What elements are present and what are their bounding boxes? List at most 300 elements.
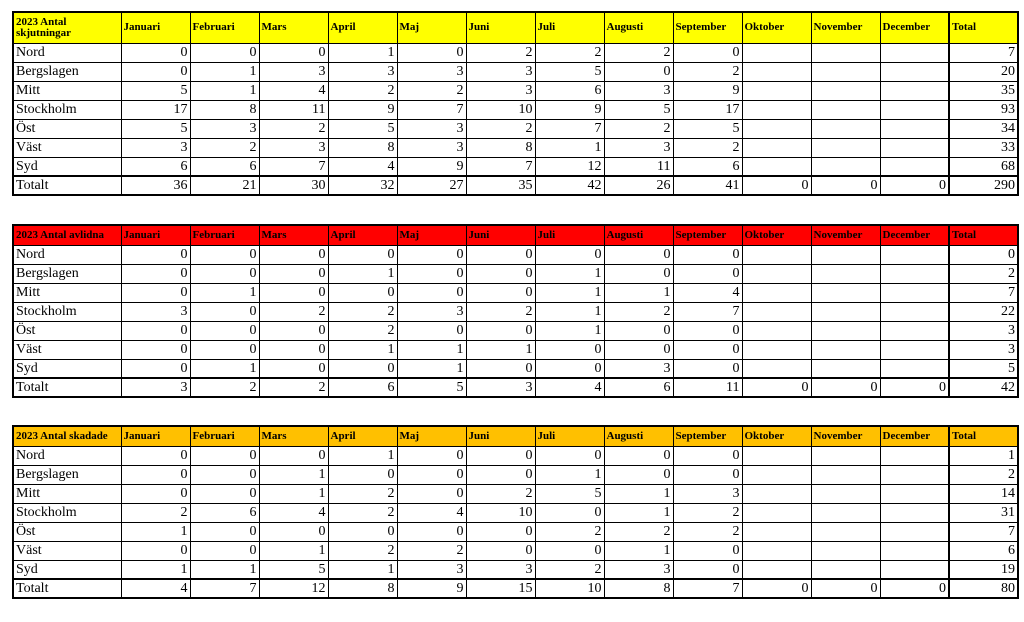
value-cell [811, 264, 880, 283]
region-label: Bergslagen [13, 62, 121, 81]
value-cell: 0 [190, 446, 259, 465]
value-cell: 1 [190, 283, 259, 302]
value-cell [742, 446, 811, 465]
column-header-mars: Mars [259, 426, 328, 446]
value-cell [811, 100, 880, 119]
value-cell: 1 [190, 359, 259, 378]
value-cell: 6 [121, 157, 190, 176]
total-row [13, 176, 1018, 195]
value-cell: 2 [604, 302, 673, 321]
column-header-januari: Januari [121, 12, 190, 43]
column-header-april: April [328, 426, 397, 446]
value-cell [880, 522, 949, 541]
total-cell: 0 [742, 378, 811, 397]
value-cell: 0 [190, 264, 259, 283]
value-cell: 3 [259, 138, 328, 157]
total-cell: 8 [328, 579, 397, 598]
value-cell: 0 [328, 359, 397, 378]
region-label: Mitt [13, 283, 121, 302]
value-cell: 0 [190, 321, 259, 340]
value-cell: 0 [121, 283, 190, 302]
value-cell [742, 340, 811, 359]
region-label: Bergslagen [13, 465, 121, 484]
value-cell: 4 [673, 283, 742, 302]
value-cell: 0 [328, 522, 397, 541]
value-cell: 31 [949, 503, 1018, 522]
value-cell: 1 [121, 560, 190, 579]
value-cell: 0 [604, 340, 673, 359]
value-cell: 5 [949, 359, 1018, 378]
value-cell [880, 157, 949, 176]
table-row [13, 522, 1018, 541]
total-cell: 7 [190, 579, 259, 598]
table-row [13, 81, 1018, 100]
value-cell [742, 541, 811, 560]
value-cell [811, 446, 880, 465]
total-cell: 0 [811, 176, 880, 195]
value-cell: 7 [259, 157, 328, 176]
total-cell: 21 [190, 176, 259, 195]
value-cell: 0 [121, 264, 190, 283]
total-cell: 11 [673, 378, 742, 397]
value-cell: 2 [121, 503, 190, 522]
region-label: Stockholm [13, 100, 121, 119]
column-header-april: April [328, 225, 397, 245]
total-cell: 0 [811, 378, 880, 397]
value-cell: 4 [259, 81, 328, 100]
total-cell: 290 [949, 176, 1018, 195]
region-label: Väst [13, 138, 121, 157]
total-cell: 0 [880, 176, 949, 195]
value-cell: 0 [604, 264, 673, 283]
total-cell: 6 [604, 378, 673, 397]
value-cell [742, 119, 811, 138]
value-cell [880, 465, 949, 484]
column-header-maj: Maj [397, 426, 466, 446]
value-cell: 1 [328, 340, 397, 359]
value-cell [811, 81, 880, 100]
value-cell: 0 [397, 43, 466, 62]
value-cell: 2 [673, 522, 742, 541]
value-cell: 0 [190, 245, 259, 264]
value-cell: 1 [328, 446, 397, 465]
table-row [13, 503, 1018, 522]
total-cell: 36 [121, 176, 190, 195]
value-cell: 3 [604, 359, 673, 378]
table-row [13, 541, 1018, 560]
table-avlidna [12, 224, 1019, 398]
value-cell: 0 [397, 321, 466, 340]
value-cell: 0 [673, 560, 742, 579]
value-cell: 9 [328, 100, 397, 119]
value-cell: 34 [949, 119, 1018, 138]
value-cell [880, 245, 949, 264]
column-header-total: Total [949, 225, 1018, 245]
value-cell: 0 [121, 245, 190, 264]
column-header-november: November [811, 225, 880, 245]
table-row [13, 138, 1018, 157]
value-cell [742, 100, 811, 119]
value-cell: 2 [328, 503, 397, 522]
value-cell [880, 484, 949, 503]
value-cell [880, 340, 949, 359]
value-cell: 0 [121, 541, 190, 560]
value-cell [880, 264, 949, 283]
value-cell [880, 321, 949, 340]
table-row [13, 100, 1018, 119]
value-cell: 1 [397, 359, 466, 378]
value-cell: 0 [397, 522, 466, 541]
value-cell: 0 [604, 446, 673, 465]
value-cell: 0 [121, 446, 190, 465]
value-cell: 1 [535, 465, 604, 484]
column-header-maj: Maj [397, 225, 466, 245]
value-cell [742, 283, 811, 302]
column-header-oktober: Oktober [742, 12, 811, 43]
value-cell [811, 503, 880, 522]
total-cell: 2 [190, 378, 259, 397]
column-header-total: Total [949, 426, 1018, 446]
value-cell [811, 484, 880, 503]
column-header-augusti: Augusti [604, 225, 673, 245]
value-cell: 6 [949, 541, 1018, 560]
value-cell: 0 [190, 43, 259, 62]
value-cell: 10 [466, 503, 535, 522]
value-cell: 3 [397, 62, 466, 81]
value-cell: 0 [673, 340, 742, 359]
value-cell: 0 [673, 245, 742, 264]
value-cell: 7 [397, 100, 466, 119]
column-header-december: December [880, 12, 949, 43]
value-cell: 5 [673, 119, 742, 138]
value-cell [811, 302, 880, 321]
value-cell [811, 119, 880, 138]
value-cell: 7 [949, 522, 1018, 541]
value-cell: 2 [259, 302, 328, 321]
column-header-maj: Maj [397, 12, 466, 43]
value-cell: 0 [259, 340, 328, 359]
value-cell: 10 [466, 100, 535, 119]
value-cell: 2 [466, 302, 535, 321]
column-header-januari: Januari [121, 225, 190, 245]
value-cell: 3 [190, 119, 259, 138]
value-cell: 11 [604, 157, 673, 176]
value-cell [742, 465, 811, 484]
total-label: Totalt [13, 579, 121, 598]
region-label: Nord [13, 446, 121, 465]
column-header-mars: Mars [259, 12, 328, 43]
value-cell: 0 [121, 43, 190, 62]
value-cell: 2 [259, 119, 328, 138]
region-label: Stockholm [13, 302, 121, 321]
value-cell: 0 [466, 359, 535, 378]
column-header-februari: Februari [190, 426, 259, 446]
total-cell: 0 [811, 579, 880, 598]
column-header-januari: Januari [121, 426, 190, 446]
column-header-december: December [880, 225, 949, 245]
value-cell [811, 157, 880, 176]
total-cell: 0 [880, 378, 949, 397]
value-cell: 3 [949, 321, 1018, 340]
value-cell: 3 [673, 484, 742, 503]
value-cell: 0 [121, 359, 190, 378]
region-label: Mitt [13, 484, 121, 503]
value-cell [742, 522, 811, 541]
value-cell: 5 [328, 119, 397, 138]
total-cell: 15 [466, 579, 535, 598]
value-cell: 1 [535, 283, 604, 302]
value-cell: 3 [397, 302, 466, 321]
column-header-november: November [811, 12, 880, 43]
value-cell: 1 [604, 484, 673, 503]
total-cell: 0 [880, 579, 949, 598]
region-label: Väst [13, 340, 121, 359]
total-label: Totalt [13, 378, 121, 397]
region-label: Öst [13, 321, 121, 340]
value-cell: 1 [604, 503, 673, 522]
value-cell [742, 302, 811, 321]
table-row [13, 484, 1018, 503]
value-cell: 5 [259, 560, 328, 579]
table-row [13, 359, 1018, 378]
value-cell: 4 [397, 503, 466, 522]
value-cell: 0 [535, 245, 604, 264]
value-cell: 0 [604, 321, 673, 340]
value-cell: 0 [328, 465, 397, 484]
value-cell: 7 [466, 157, 535, 176]
value-cell: 17 [121, 100, 190, 119]
value-cell: 0 [259, 264, 328, 283]
value-cell: 0 [259, 245, 328, 264]
header-row [13, 426, 1018, 446]
value-cell: 6 [535, 81, 604, 100]
total-cell: 27 [397, 176, 466, 195]
column-header-september: September [673, 225, 742, 245]
value-cell: 0 [259, 359, 328, 378]
value-cell: 1 [535, 138, 604, 157]
value-cell: 2 [466, 119, 535, 138]
value-cell: 2 [673, 62, 742, 81]
header-row [13, 225, 1018, 245]
value-cell [880, 446, 949, 465]
value-cell: 0 [535, 541, 604, 560]
table-row [13, 157, 1018, 176]
value-cell: 7 [535, 119, 604, 138]
value-cell: 11 [259, 100, 328, 119]
value-cell: 0 [397, 484, 466, 503]
region-label: Syd [13, 359, 121, 378]
value-cell: 6 [190, 157, 259, 176]
value-cell: 19 [949, 560, 1018, 579]
value-cell: 2 [604, 119, 673, 138]
value-cell: 1 [121, 522, 190, 541]
total-row [13, 378, 1018, 397]
value-cell: 1 [604, 283, 673, 302]
value-cell: 5 [121, 81, 190, 100]
value-cell: 3 [121, 302, 190, 321]
value-cell: 3 [397, 119, 466, 138]
value-cell: 2 [397, 541, 466, 560]
value-cell: 0 [673, 465, 742, 484]
value-cell [811, 62, 880, 81]
value-cell [811, 245, 880, 264]
value-cell: 3 [604, 560, 673, 579]
value-cell [811, 283, 880, 302]
total-cell: 80 [949, 579, 1018, 598]
value-cell: 1 [259, 541, 328, 560]
value-cell: 35 [949, 81, 1018, 100]
value-cell: 0 [190, 541, 259, 560]
table-skjutningar [12, 11, 1019, 196]
value-cell: 0 [466, 245, 535, 264]
value-cell: 0 [397, 283, 466, 302]
value-cell: 22 [949, 302, 1018, 321]
value-cell: 0 [673, 321, 742, 340]
value-cell: 0 [673, 264, 742, 283]
value-cell [811, 43, 880, 62]
column-header-juni: Juni [466, 426, 535, 446]
value-cell: 0 [535, 359, 604, 378]
value-cell: 5 [604, 100, 673, 119]
value-cell: 1 [397, 340, 466, 359]
value-cell: 3 [466, 62, 535, 81]
value-cell: 1 [535, 302, 604, 321]
column-header-februari: Februari [190, 12, 259, 43]
value-cell: 3 [604, 138, 673, 157]
value-cell: 0 [673, 446, 742, 465]
table-row [13, 446, 1018, 465]
value-cell: 0 [121, 465, 190, 484]
value-cell: 8 [190, 100, 259, 119]
table-title: 2023 Antal avlidna [13, 225, 121, 245]
value-cell: 0 [604, 62, 673, 81]
value-cell: 0 [259, 321, 328, 340]
value-cell: 2 [949, 264, 1018, 283]
column-header-november: November [811, 426, 880, 446]
value-cell: 1 [190, 62, 259, 81]
value-cell [880, 81, 949, 100]
value-cell: 0 [466, 283, 535, 302]
value-cell: 0 [190, 302, 259, 321]
total-cell: 42 [535, 176, 604, 195]
value-cell: 0 [466, 465, 535, 484]
value-cell: 2 [328, 81, 397, 100]
column-header-juni: Juni [466, 225, 535, 245]
value-cell: 3 [397, 560, 466, 579]
value-cell [742, 264, 811, 283]
value-cell: 0 [190, 340, 259, 359]
total-cell: 2 [259, 378, 328, 397]
table-row [13, 62, 1018, 81]
table-title: 2023 Antal skadade [13, 426, 121, 446]
total-cell: 8 [604, 579, 673, 598]
value-cell: 0 [259, 283, 328, 302]
value-cell [811, 340, 880, 359]
value-cell: 0 [259, 522, 328, 541]
table-row [13, 302, 1018, 321]
table-row [13, 43, 1018, 62]
total-cell: 26 [604, 176, 673, 195]
value-cell: 1 [949, 446, 1018, 465]
table-row [13, 340, 1018, 359]
region-label: Syd [13, 157, 121, 176]
column-header-december: December [880, 426, 949, 446]
value-cell: 20 [949, 62, 1018, 81]
value-cell: 0 [949, 245, 1018, 264]
total-cell: 10 [535, 579, 604, 598]
value-cell: 4 [259, 503, 328, 522]
value-cell [742, 560, 811, 579]
value-cell: 2 [328, 321, 397, 340]
total-cell: 4 [121, 579, 190, 598]
value-cell: 8 [328, 138, 397, 157]
value-cell: 0 [121, 340, 190, 359]
column-header-total: Total [949, 12, 1018, 43]
value-cell [742, 359, 811, 378]
value-cell: 1 [190, 81, 259, 100]
value-cell [880, 283, 949, 302]
value-cell [811, 321, 880, 340]
value-cell: 7 [949, 43, 1018, 62]
value-cell: 2 [535, 560, 604, 579]
value-cell: 1 [328, 43, 397, 62]
value-cell: 33 [949, 138, 1018, 157]
total-cell: 0 [742, 176, 811, 195]
value-cell: 3 [604, 81, 673, 100]
value-cell: 0 [121, 62, 190, 81]
total-row [13, 579, 1018, 598]
value-cell [811, 541, 880, 560]
value-cell [880, 138, 949, 157]
total-cell: 3 [466, 378, 535, 397]
value-cell [811, 465, 880, 484]
total-cell: 5 [397, 378, 466, 397]
value-cell: 1 [328, 560, 397, 579]
value-cell: 4 [328, 157, 397, 176]
value-cell [742, 138, 811, 157]
table-title: 2023 Antal skjutningar [13, 12, 121, 43]
value-cell: 2 [466, 484, 535, 503]
region-label: Öst [13, 522, 121, 541]
column-header-oktober: Oktober [742, 426, 811, 446]
column-header-oktober: Oktober [742, 225, 811, 245]
value-cell [880, 560, 949, 579]
value-cell: 3 [259, 62, 328, 81]
value-cell [880, 503, 949, 522]
value-cell: 0 [604, 245, 673, 264]
value-cell: 0 [397, 245, 466, 264]
value-cell: 5 [535, 484, 604, 503]
value-cell: 12 [535, 157, 604, 176]
column-header-juli: Juli [535, 426, 604, 446]
value-cell: 3 [121, 138, 190, 157]
value-cell: 14 [949, 484, 1018, 503]
value-cell [880, 119, 949, 138]
value-cell: 0 [535, 503, 604, 522]
value-cell [880, 100, 949, 119]
value-cell: 6 [190, 503, 259, 522]
value-cell: 0 [535, 340, 604, 359]
value-cell: 1 [259, 484, 328, 503]
value-cell: 5 [121, 119, 190, 138]
value-cell: 1 [535, 321, 604, 340]
column-header-augusti: Augusti [604, 426, 673, 446]
value-cell [880, 541, 949, 560]
total-cell: 30 [259, 176, 328, 195]
value-cell: 3 [466, 560, 535, 579]
value-cell: 2 [604, 43, 673, 62]
value-cell: 0 [259, 43, 328, 62]
